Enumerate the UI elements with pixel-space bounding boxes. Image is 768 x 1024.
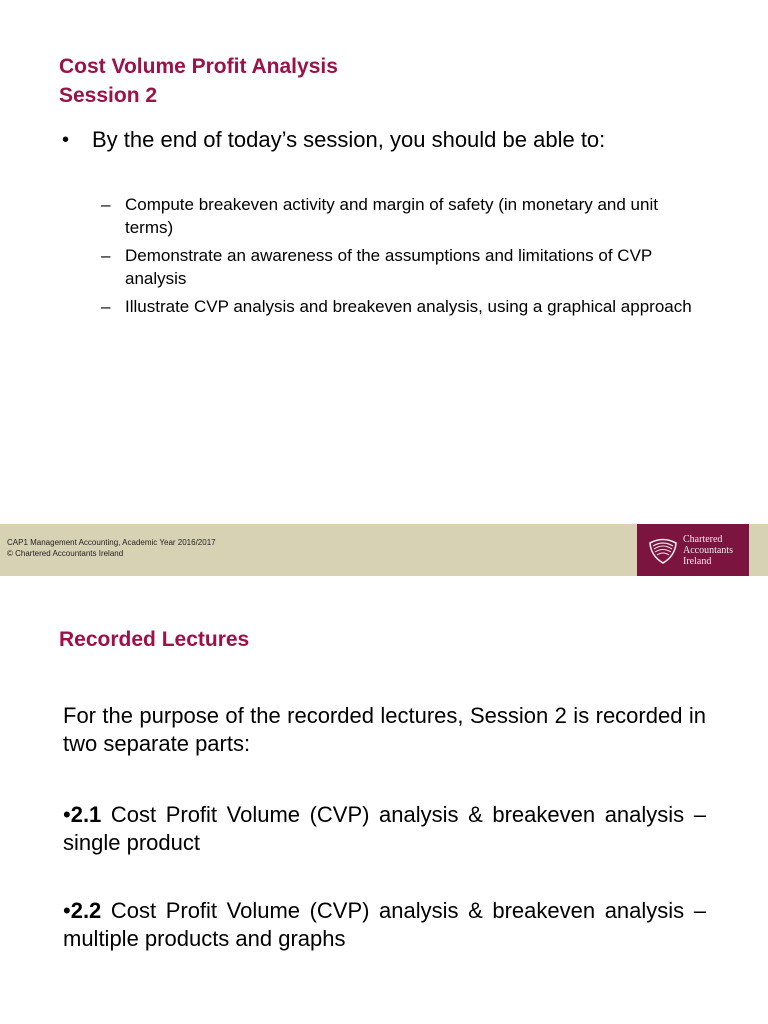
objective-text: Demonstrate an awareness of the assumptions and limitations of CVP analysis xyxy=(125,246,652,288)
part-number: 2.1 xyxy=(70,802,102,827)
title-line-1: Cost Volume Profit Analysis xyxy=(59,55,338,78)
objective-item xyxy=(101,295,701,318)
intro-text: By the end of today’s session, you should be able to: xyxy=(92,127,606,152)
slide-title xyxy=(59,52,338,110)
part-item xyxy=(63,897,706,953)
slide-title: Recorded Lectures xyxy=(59,628,250,651)
part-description: Cost Profit Volume (CVP) analysis & breakeven analysis – single product xyxy=(63,802,706,855)
dash-marker: – xyxy=(101,246,111,265)
part-item xyxy=(63,801,706,857)
objective-text: Illustrate CVP analysis and breakeven analysis, using a graphical approach xyxy=(125,297,692,316)
logo-text xyxy=(683,534,733,567)
logo-line: Ireland xyxy=(683,556,712,567)
intro-paragraph: For the purpose of the recorded lectures, Session 2 is recorded in two separate parts: xyxy=(63,703,706,756)
part-number: 2.2 xyxy=(70,898,102,923)
dash-marker: – xyxy=(101,297,111,316)
chartered-accountants-logo xyxy=(637,524,749,576)
logo-line: Accountants xyxy=(683,545,733,556)
bullet-marker: • xyxy=(63,802,71,827)
objective-item xyxy=(101,244,701,290)
objective-item xyxy=(101,193,701,239)
title-line-2: Session 2 xyxy=(59,84,158,107)
footer-course: CAP1 Management Accounting, Academic Year 2016/2017 xyxy=(7,538,216,547)
chartered-accountants-crest-icon xyxy=(647,534,679,566)
slide-2 xyxy=(0,576,768,1024)
slide-footer xyxy=(0,524,768,576)
bullet-marker: • xyxy=(63,898,71,923)
dash-marker: – xyxy=(101,195,111,214)
bullet-marker: • xyxy=(62,129,70,151)
objective-text: Compute breakeven activity and margin of safety (in monetary and unit terms) xyxy=(125,195,658,237)
objectives-list xyxy=(101,193,701,323)
logo-line: Chartered xyxy=(683,534,723,545)
part-description: Cost Profit Volume (CVP) analysis & breakeven analysis – multiple products and graphs xyxy=(63,898,706,951)
footer-text xyxy=(7,537,216,559)
footer-copyright: © Chartered Accountants Ireland xyxy=(7,549,124,558)
